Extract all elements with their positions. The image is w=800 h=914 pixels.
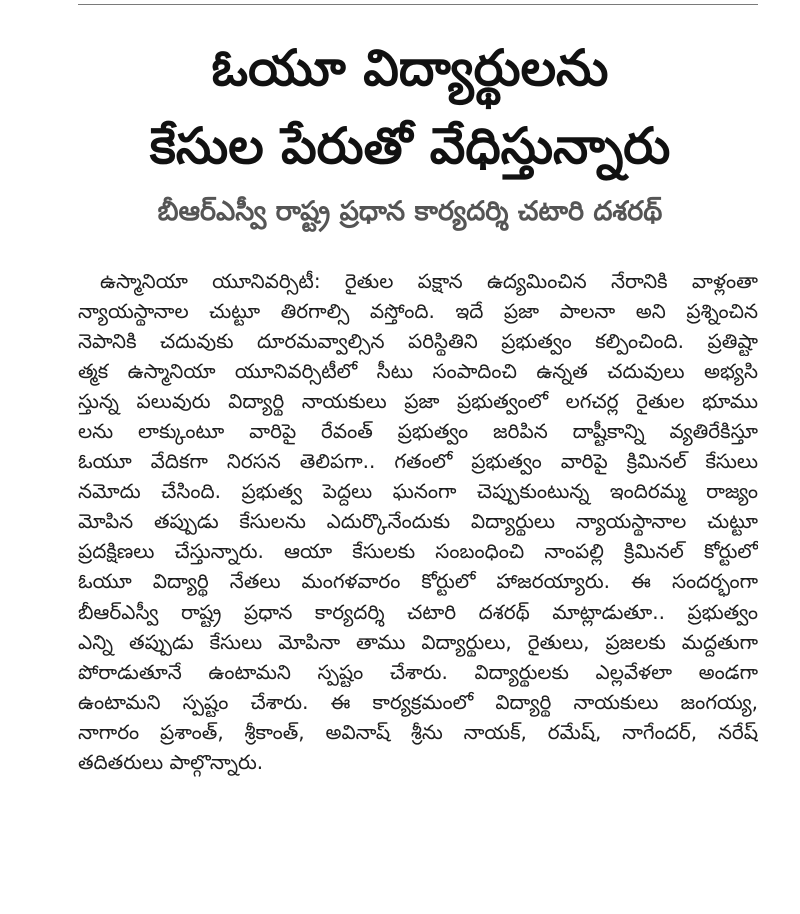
headline-line-1: ఓయూ విద్యార్థులను [211, 39, 609, 97]
headline-line-2: కేసుల పేరుతో వేధిస్తున్నారు [149, 117, 671, 175]
top-divider [78, 4, 758, 5]
body-line: త్మక ఉస్మానియా యూనివర్సిటీలో సీటు సంపాదించి ఉన్నత చదువులు అభ్యసి [78, 359, 758, 384]
body-line: ఎన్ని తప్పుడు కేసులు మోపినా తాము విద్యార్థులు, రైతులు, ప్రజలకు మద్దతుగా [78, 629, 758, 654]
body-line: లను లాక్కుంటూ వారిపై రేవంత్ ప్రభుత్వం జరిపిన దాష్టీకాన్ని వ్యతిరేకిస్తూ [78, 419, 758, 444]
body-line: ఓయూ విద్యార్థి నేతలు మంగళవారం కోర్టులో హాజరయ్యారు. ఈ సందర్భంగా [78, 569, 758, 594]
body-line: నెపానికి చదువుకు దూరమవ్వాల్సిన పరిస్థితిని ప్రభుత్వం కల్పించింది. ప్రతిష్టా [78, 329, 758, 354]
body-line: తదితరులు పాల్గొన్నారు. [78, 749, 264, 774]
body-line: పోరాడుతూనే ఉంటామని స్పష్టం చేశారు. విద్యార్థులకు ఎల్లవేళలా అండగా [78, 659, 758, 684]
body-line: నాగారం ప్రశాంత్, శ్రీకాంత్, అవినాష్ శ్రీను నాయక్, రమేష్, నాగేందర్, నరేష్ [78, 719, 758, 744]
body-line: ఉంటామని స్పష్టం చేశారు. ఈ కార్యక్రమంలో విద్యార్థి నాయకులు జంగయ్య, [78, 689, 758, 714]
article-body [78, 266, 758, 777]
body-line: మోపిన తప్పుడు కేసులను ఎదుర్కొనేందుకు విద్యార్థులు న్యాయస్థానాల చుట్టూ [78, 509, 758, 534]
body-line: న్యాయస్థానాల చుట్టూ తిరగాల్సి వస్తోంది. ఇదే ప్రజా పాలనా అని ప్రశ్నించిన [78, 299, 758, 324]
body-line: బీఆర్ఎస్వీ రాష్ట్ర ప్రధాన కార్యదర్శి చటారి దశరథ్ మాట్లాడుతూ.. ప్రభుత్వం [78, 599, 758, 624]
body-line: స్తున్న పలువురు విద్యార్థి నాయకులు ప్రజా ప్రభుత్వంలో లగచర్ల రైతుల భూము [78, 389, 758, 414]
body-line: ఓయూ వేదికగా నిరసన తెలిపగా.. గతంలో ప్రభుత్వం వారిపై క్రిమినల్ కేసులు [78, 449, 758, 474]
body-line: ప్రదక్షిణలు చేస్తున్నారు. ఆయా కేసులకు సంబంధించి నాంపల్లి క్రిమినల్ కోర్టులో [78, 539, 758, 564]
body-line: నమోదు చేసింది. ప్రభుత్వ పెద్దలు ఘనంగా చెప్పుకుంటున్న ఇందిరమ్మ రాజ్యం [78, 479, 758, 504]
body-line: ఉస్మానియా యూనివర్సిటీ: రైతుల పక్షాన ఉద్యమించిన నేరానికి వాళ్లంతా [100, 269, 758, 293]
subheadline: బీఆర్ఎస్వీ రాష్ట్ర ప్రధాన కార్యదర్శి చటారి దశరథ్ [157, 196, 663, 227]
